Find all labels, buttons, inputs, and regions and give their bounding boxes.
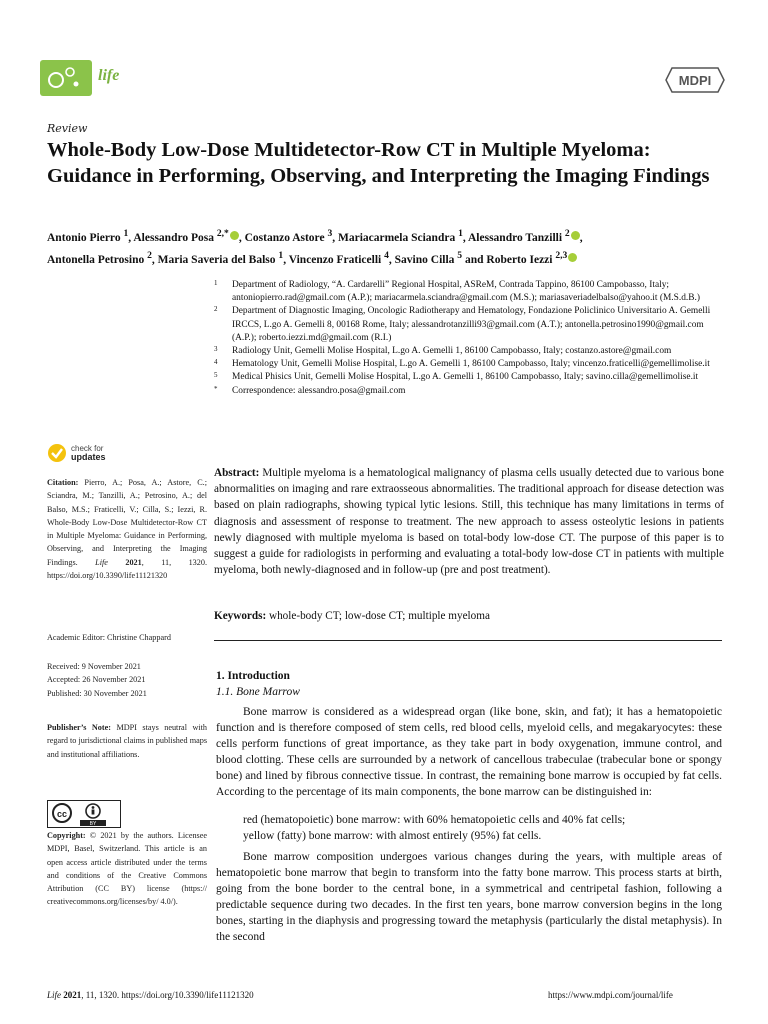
affiliations [214,279,724,398]
affiliation-number: 4 [214,358,218,367]
author-line-2 [47,247,737,269]
affiliation-text: Department of Diagnostic Imaging, Oncologic Radiotherapy and Hematology, Fondazione Policlinico Universitario A. Gemelli IRCCS, L.go A. Gemelli 8, 00168 Rome, Italy; alessandrotanzilli93@gmail.com (A.T.); antonella.petrosino1990@gmail.com (A.P.); roberto.iezzi.md@gmail.com (R.I.) [232,306,711,343]
author-name[interactable]: Antonio Pierro [47,231,124,244]
abstract [214,465,724,578]
copyright-block [47,829,207,909]
cc-by-text: BY [89,821,97,827]
orcid-icon[interactable] [568,253,577,262]
abstract-text: Multiple myeloma is a hematological malignancy of plasma cells usually detected due to various bone abnormalities on imaging and rare extraosseous abnormalities. The traditional approach for disease detection was based on plain radiographs, showing typical lytic lesions. Still, this technique has many limitations in terms of diagnosis and assessment of response to treatment. The new approach to assess osteolytic lesions in patients newly diagnosed with multiple myeloma is based on total-body low-dose CT. The purpose of this paper is to suggest a guide for radiologists in performing and evaluating a total-body low-dose CT in patients with multiple myeloma, both newly-diagnosed and in follow-up (pre and post treatment). [214,467,724,577]
affiliation-item [214,345,724,358]
section-divider [214,640,722,641]
footer-year: 2021 [61,990,82,1000]
affil-ref: 2,* [216,228,229,239]
affiliation-item [214,358,724,371]
affiliation-text: Radiology Unit, Gemelli Molise Hospital, L.go A. Gemelli 1, 86100 Campobasso, Italy; costanzo.astore@gmail.com [232,346,672,357]
citation-block [47,476,207,582]
affiliation-item [214,305,724,345]
publisher-note-label: Publisher’s Note: [47,723,111,732]
keywords-label: Keywords: [214,610,267,622]
affiliation-number: * [214,384,218,393]
affil-ref: 2 [564,228,570,239]
author-list [47,225,737,269]
affil-ref: 4 [384,249,389,261]
publisher-note-text: MDPI stays neutral with regard to jurisdictional claims in published maps and institutional affiliations. [47,723,207,759]
affil-ref: 3 [327,228,333,239]
affiliation-number: 2 [214,305,218,314]
citation-doi[interactable]: , 11, 1320. https://doi.org/10.3390/life11121320 [47,557,207,581]
separator: , [579,231,583,244]
affil-ref: 2,3 [555,249,568,261]
correspondence-text: Correspondence: alessandro.posa@gmail.com [232,385,406,396]
citation-journal: Life [95,557,108,567]
keywords-text: whole-body CT; low-dose CT; multiple myeloma [266,610,490,622]
cc-license-badge[interactable] [47,800,121,828]
section-heading: 1. Introduction [216,670,290,682]
publisher-note [47,721,207,761]
footer-journal: Life [47,990,62,1000]
accepted-date: Accepted: 26 November 2021 [47,675,146,685]
author-name[interactable]: , Costanzo Astore [238,231,328,244]
creative-commons-icon [48,801,120,827]
subsection-heading: 1.1. Bone Marrow [216,686,300,698]
copyright-label: Copyright: [47,831,86,840]
published-date: Published: 30 November 2021 [47,688,147,698]
body-paragraph: Bone marrow composition undergoes various changes during the years, with multiple areas of hematopoietic bone marrow that begin to transform into the fatty bone marrow. This process starts at birth, going from the bone border to the central bone, in a symmetrical and centripetal fashion, following a predictable sequence during two decades. In the first ten years, bone marrow conversion begins in the long bones, starting in the diaphysis and progressing toward the metaphysis (particularly the distal metaphysis). In the second [216,851,722,943]
check-updates-line2: updates [71,452,106,462]
list-item: red (hematopoietic) bone marrow: with 60% hematopoietic cells and 40% fat cells; [243,814,626,826]
affil-ref: 1 [123,228,129,239]
abstract-label: Abstract: [214,467,260,479]
journal-name[interactable]: life [98,67,120,84]
article-title: Whole-Body Low-Dose Multidetector-Row CT in Multiple Myeloma: Guidance in Performing, Observing, and Interpreting the Imaging Findings [47,139,710,187]
check-updates-line1: check for [71,444,104,453]
publisher-name: MDPI [678,73,712,88]
affil-ref: 5 [457,249,463,261]
affiliation-item [214,279,724,305]
author-name[interactable]: , Vincenzo Fraticelli [283,253,385,266]
author-name[interactable]: , Alessandro Posa [128,231,217,244]
check-updates-icon [47,443,67,463]
footer-citation [47,990,254,1000]
check-for-updates-button[interactable] [47,443,157,467]
citation-year: 2021 [107,557,142,567]
academic-editor: Academic Editor: Christine Chappard [47,633,171,642]
cc-text: cc [56,809,68,819]
author-name[interactable]: , Savino Cilla [388,253,458,266]
correspondence [214,385,724,398]
affiliation-number: 5 [214,371,218,380]
affiliation-text: Hematology Unit, Gemelli Molise Hospital, L.go A. Gemelli 1, 86100 Campobasso, Italy; vincenzo.fraticelli@gemellimolise.it [232,359,710,370]
affiliation-item [214,371,724,384]
affiliation-text: Medical Phisics Unit, Gemelli Molise Hospital, L.go A. Gemelli 1, 86100 Campobasso, Italy; savino.cilla@gemellimolise.it [232,372,699,383]
author-name[interactable]: , Maria Saveria del Balso [151,253,279,266]
article-type: Review [47,122,88,135]
affil-ref: 1 [458,228,463,239]
orcid-icon[interactable] [230,231,239,240]
author-name[interactable]: and Roberto Iezzi [462,253,556,266]
citation-text: Pierro, A.; Posa, A.; Astore, C.; Sciandra, M.; Tanzilli, A.; Petrosino, A.; del Balso, M.S.; Fraticelli, V.; Cilla, S.; Iezzi, R. Whole-Body Low-Dose Multidetector-Row CT in Multiple Myeloma: Guidance in Performing, Observing, and Interpreting the Imaging Findings. [47,478,207,567]
affiliation-text: Department of Radiology, “A. Cardarelli” Regional Hospital, ASReM, Contrada Tappino, 86100 Campobasso, Italy; antoniopierro.rad@gmail.com (A.P.); mariacarmela.sciandra@gmail.com (M.S.); mariasaveriadelbalso@yahoo.it (M.S.d.B.) [232,280,700,304]
citation-label: Citation: [47,478,79,487]
list-item: yellow (fatty) bone marrow: with almost entirely (95%) fat cells. [243,830,542,842]
author-line-1 [47,225,737,247]
received-date: Received: 9 November 2021 [47,662,141,671]
check-updates-text [71,444,106,462]
author-name[interactable]: Antonella Petrosino [47,253,148,266]
affiliation-number: 1 [214,279,218,287]
affiliation-number: 3 [214,345,218,354]
footer-doi[interactable]: , 11, 1320. https://doi.org/10.3390/life11121320 [81,990,254,1000]
author-name[interactable]: , Mariacarmela Sciandra [332,231,459,244]
publication-dates [47,660,207,700]
copyright-text: © 2021 by the authors. Licensee MDPI, Basel, Switzerland. This article is an open access article distributed under the terms and conditions of the Creative Commons Attribution (CC BY) license (https:// creativecommons.org/licenses/by/ 4.0/). [47,831,207,907]
author-name[interactable]: , Alessandro Tanzilli [462,231,565,244]
affil-ref: 2 [147,249,152,261]
keywords [214,610,724,622]
footer-url[interactable]: https://www.mdpi.com/journal/life [548,990,673,1000]
journal-logo-icon [40,60,92,96]
orcid-icon[interactable] [571,231,580,240]
mdpi-logo-icon[interactable] [664,66,726,94]
body-paragraph: Bone marrow is considered as a widespread organ (like bone, skin, and fat); it has a hematopoietic function and is therefore composed of stem cells, red blood cells, myeloid cells, and megakaryocytes: these cells perform functions of great importance, as they take part in body oxygenation, immune control, and blood clotting. These cells are surrounded by a network of cancellous trabeculae (trabecular bone or spongy bone) and lined by fibrous connective tissue. In contrast, the remaining bone marrow is occupied by fat cells. According to the percentage of its main components, the bone marrow can be distinguished in: [216,706,722,798]
affil-ref: 1 [278,249,284,261]
